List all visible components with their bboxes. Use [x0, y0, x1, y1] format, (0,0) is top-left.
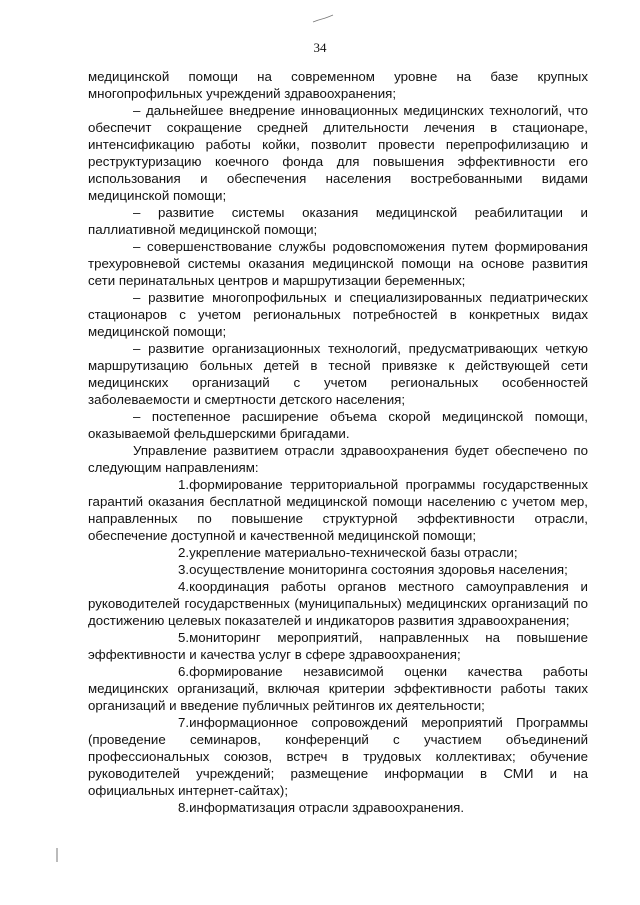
scan-edge-mark	[56, 848, 58, 862]
paragraph: – развитие системы оказания медицинской реабилитации и паллиативной медицинской помощи;	[88, 205, 588, 237]
paragraph: – дальнейшее внедрение инновационных медицинских технологий, что обеспечит сокращение средней длительности лечения в стационаре, интенсификацию работы койки, позволит провести перепрофилизацию и реструктуризацию коечного фонда для повышения эффективности его использования и обеспечения населения востребованными видами медицинской помощи;	[88, 103, 588, 203]
list-item	[88, 629, 588, 663]
list-item-text: формирование независимой оценки качества работы медицинских организаций, включая критерии эффективности работы таких организаций и введение публичных рейтингов их деятельности;	[88, 664, 588, 713]
list-item-number: 7.	[178, 715, 190, 730]
paragraph: – развитие организационных технологий, предусматривающих четкую маршрутизацию больных детей в тесной привязке к действующей сети медицинских организаций с учетом региональных особенностей заболеваемости и смертности детского населения;	[88, 341, 588, 407]
list-item-number: 1.	[178, 477, 190, 492]
paragraph: Управление развитием отрасли здравоохранения будет обеспечено по следующим направлениям:	[88, 443, 588, 475]
list-item-text: мониторинг мероприятий, направленных на повышение эффективности и качества услуг в сфере здравоохранения;	[88, 630, 588, 662]
paragraph: – совершенствование службы родовспоможения путем формирования трехуровневой системы оказания медицинской помощи на основе развития сети перинатальных центров и маршрутизации беременных;	[88, 239, 588, 288]
list-item-number: 4.	[178, 579, 190, 594]
list-item	[88, 561, 588, 578]
list-item-text: координация работы органов местного самоуправления и руководителей государственных (муниципальных) медицинских организаций по достижению целевых показателей и индикаторов развития здравоохранения;	[88, 579, 588, 628]
list-item-text: информационное сопровождений мероприятий Программы (проведение семинаров, конференций с участием объединений профессиональных союзов, встреч в трудовых коллективах; обучение руководителей учреждений; размещение информации в СМИ и на официальных интернет-сайтах);	[88, 715, 588, 798]
list-item-text: информатизация отрасли здравоохранения.	[189, 800, 465, 815]
paragraph: медицинской помощи на современном уровне на базе крупных многопрофильных учреждений здравоохранения;	[88, 69, 588, 101]
list-item-number: 3.	[178, 562, 190, 577]
pen-mark-icon	[312, 14, 334, 24]
list-item-text: осуществление мониторинга состояния здоровья населения;	[189, 562, 568, 577]
list-item	[88, 663, 588, 714]
list-item-text: формирование территориальной программы государственных гарантий оказания бесплатной медицинской помощи населению с учетом мер, направленных по повышение структурной эффективности отрасли, обеспечение доступной и качественной медицинской помощи;	[88, 477, 588, 543]
list-item	[88, 714, 588, 799]
list-item-text: укрепление материально-технической базы отрасли;	[189, 545, 518, 560]
list-item	[88, 544, 588, 561]
list-item	[88, 578, 588, 629]
list-item	[88, 799, 588, 816]
page-number: 34	[313, 40, 327, 55]
list-item-number: 2.	[178, 545, 190, 560]
list-item	[88, 476, 588, 544]
paragraph: – постепенное расширение объема скорой медицинской помощи, оказываемой фельдшерскими бригадами.	[88, 409, 588, 441]
paragraph: – развитие многопрофильных и специализированных педиатрических стационаров с учетом региональных потребностей в конкретных видах медицинской помощи;	[88, 290, 588, 339]
list-item-number: 6.	[178, 664, 190, 679]
document-body	[88, 68, 588, 816]
list-item-number: 5.	[178, 630, 190, 645]
list-item-number: 8.	[178, 800, 190, 815]
